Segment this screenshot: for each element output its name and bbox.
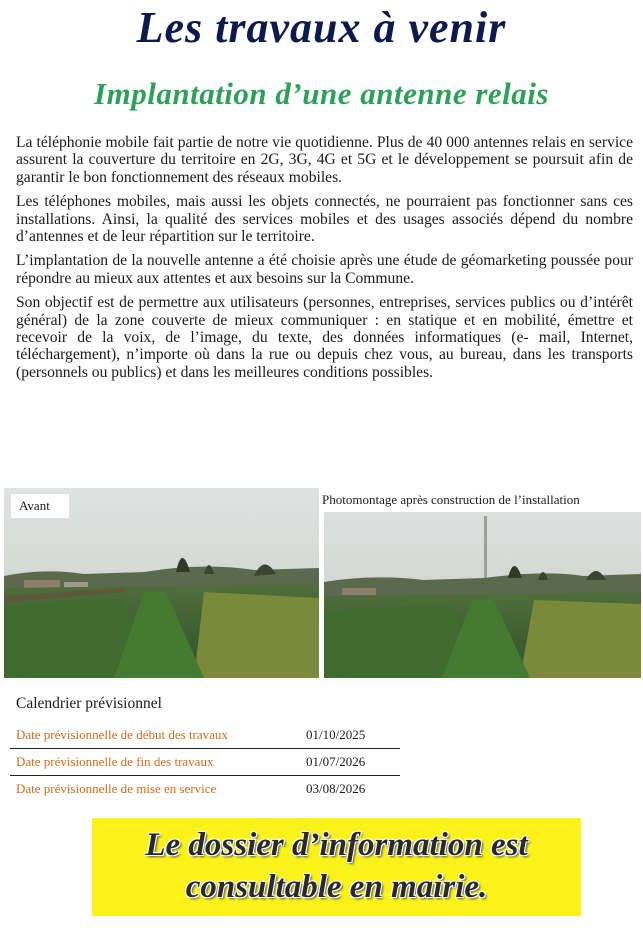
page-subtitle: Implantation d’une antenne relais	[94, 76, 549, 111]
page-title: Les travaux à venir	[136, 3, 507, 52]
calendar-row-label: Date prévisionnelle de début des travaux	[16, 727, 228, 742]
paragraph-4: Son objectif est de permettre aux utilisateurs (personnes, entreprises, services publics ou d’intérêt général) de la zone couverte de mieux communiquer : en statique et en mobilité, émettre et recevoir de la voix, de l’image, du texte, des données informatiques (e- mail, Internet, téléchargement), n’importe où dans la rue ou depuis chez vous, au bureau, dans les transports (personnels ou publics) et dans les meilleures conditions possibles.	[16, 294, 633, 381]
calendar-row-date: 01/10/2025	[306, 727, 366, 742]
banner-line-2: consultable en mairie.	[185, 869, 488, 905]
calendar-title: Calendrier prévisionnel	[16, 695, 162, 712]
paragraph-1: La téléphonie mobile fait partie de notre vie quotidienne. Plus de 40 000 antennes relais en service assurent la couverture du territoire en 2G, 3G, 4G et 5G et le développement se poursuit afin de garantir le bon fonctionnement des réseaux mobiles.	[16, 134, 633, 186]
paragraph-2: Les téléphones mobiles, mais aussi les objets connectés, ne pourraient pas fonctionner sans ces installations. Ainsi, la qualité des services mobiles et des usages associés dépend du nombre d’antennes et de leur répartition sur le territoire.	[16, 193, 633, 246]
before-label: Avant	[11, 494, 69, 518]
photo-after	[324, 512, 641, 678]
calendar-row-date: 01/07/2026	[306, 754, 366, 769]
calendar-row-label: Date prévisionnelle de mise en service	[16, 781, 217, 796]
table-row	[10, 722, 400, 749]
calendar-row-date: 03/08/2026	[306, 781, 366, 796]
paragraph-3: L’implantation de la nouvelle antenne a été choisie après une étude de géomarketing poussée pour répondre au mieux aux attentes et aux besoins sur la Commune.	[16, 252, 633, 287]
after-photo-caption: Photomontage après construction de l’installation	[322, 492, 580, 507]
calendar-row-label: Date prévisionnelle de fin des travaux	[16, 754, 214, 769]
info-banner	[92, 818, 581, 916]
calendar-table	[10, 722, 400, 802]
article-body	[16, 134, 633, 388]
table-row	[10, 749, 400, 776]
table-row	[10, 776, 400, 802]
banner-line-1: Le dossier d’information est	[145, 827, 528, 863]
